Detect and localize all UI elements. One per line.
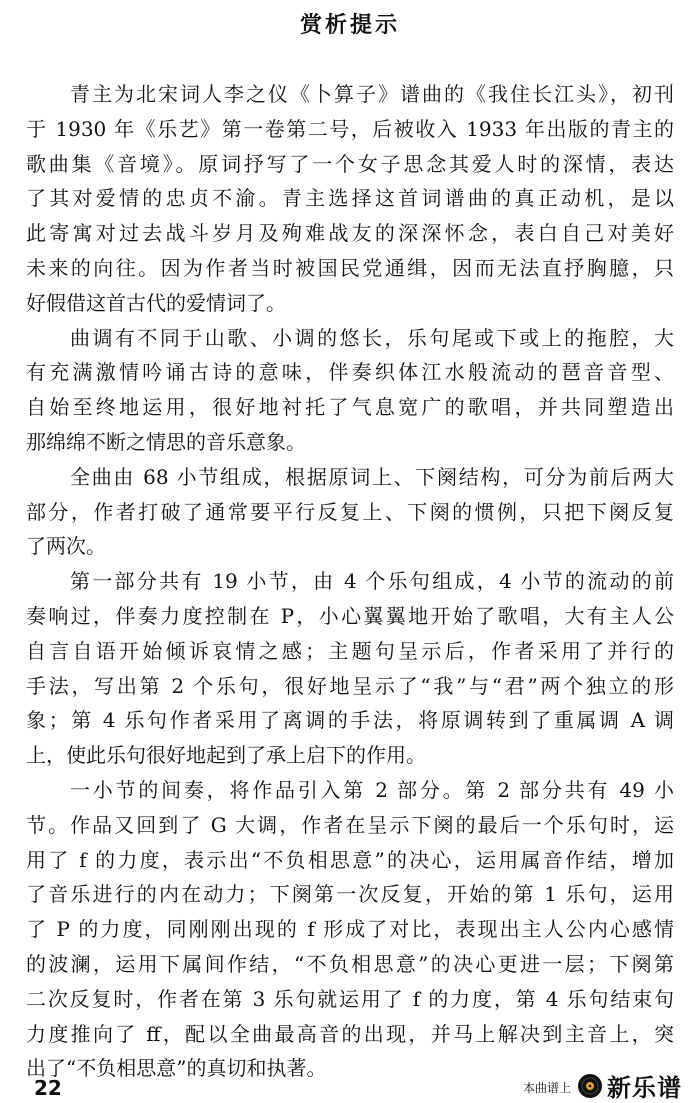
text-line: 一小节的间奏，将作品引入第 2 部分。第 2 部分共有 49 小 [70,777,674,802]
page-number: 22 [34,1076,62,1100]
vinyl-disc-icon [577,1073,603,1099]
text-line: 第一部分共有 19 小节，由 4 个乐句组成，4 小节的流动的前 [70,569,674,594]
brand-logo-text: 新乐谱 [607,1074,682,1102]
text-line: 的波澜，运用下属间作结，“不负相思意”的决心更进一层；下阕第 [26,951,674,976]
text-line: 上，使此乐句很好地起到了承上启下的作用。 [26,743,426,768]
text-line: 青主为北宋词人李之仪《卜算子》谱曲的《我住长江头》，初刊 [70,82,674,106]
text-line: 手法，写出第 2 个乐句，很好地呈示了“我”与“君”两个独立的形 [26,673,674,698]
text-line: 全曲由 68 小节组成，根据原词上、下阕结构，可分为前后两大 [70,464,674,489]
text-line: 奏响过，伴奏力度控制在 P，小心翼翼地开始了歌唱，大有主人公 [26,603,674,628]
text-line: 此寄寓对过去战斗岁月及殉难战友的深深怀念，表白自己对美好 [26,221,674,246]
text-line: 曲调有不同于山歌、小调的悠长，乐句尾或下或上的拖腔，大 [70,325,674,350]
paragraph-4 [26,564,674,773]
text-line: 好假借这首古代的爱情词了。 [26,290,286,315]
paragraph-1 [26,77,674,321]
text-line: 用了 f 的力度，表示出“不负相思意”的决心，运用属音作结，增加 [26,847,674,872]
footer-caption: 本曲谱上 [522,1081,571,1095]
text-line: 那绵绵不断之情思的音乐意象。 [26,429,306,454]
footer-brand [523,1068,682,1103]
text-line: 自言自语开始倾诉哀情之感；主题句呈示后，作者采用了并行的 [26,638,674,663]
text-line: 节。作品又回到了 G 大调，作者在呈示下阕的最后一个乐句时，运 [26,812,674,837]
text-line: 未来的向往。因为作者当时被国民党通缉，因而无法直抒胸臆，只 [26,255,674,280]
text-line: 了 P 的力度，同刚刚出现的 f 形成了对比，表现出主人公内心感情 [26,917,674,942]
page-title: 赏析提示 [299,13,400,38]
paragraph-2 [26,321,674,460]
text-line: 了其对爱情的忠贞不渝。青主选择这首词谱曲的真正动机，是以 [26,186,674,211]
body-text [26,77,674,1086]
text-line: 部分，作者打破了通常要平行反复上、下阕的惯例，只把下阕反复 [26,499,674,524]
paragraph-5 [26,773,674,1086]
text-line: 于 1930 年《乐艺》第一卷第二号，后被收入 1933 年出版的青主的 [26,116,674,141]
text-line: 有充满激情吟诵古诗的意味，伴奏织体江水般流动的琶音音型、 [26,360,674,385]
text-line: 歌曲集《音境》。原词抒写了一个女子思念其爱人时的深情，表达 [26,151,674,176]
paragraph-3 [26,460,674,564]
text-line: 象；第 4 乐句作者采用了离调的手法，将原调转到了重属调 A 调 [26,708,674,733]
text-line: 力度推向了 ff，配以全曲最高音的出现，并马上解决到主音上，突 [26,1021,674,1046]
text-line: 了两次。 [26,534,106,559]
text-line: 了音乐进行的内在动力；下阕第一次反复，开始的第 1 乐句，运用 [26,882,674,907]
text-line: 出了“不负相思意”的真切和执著。 [26,1056,327,1081]
text-line: 二次反复时，作者在第 3 乐句就运用了 f 的力度，第 4 乐句结束句 [26,986,674,1011]
text-line: 自始至终地运用，很好地衬托了气息宽广的歌唱，并共同塑造出 [26,395,674,420]
